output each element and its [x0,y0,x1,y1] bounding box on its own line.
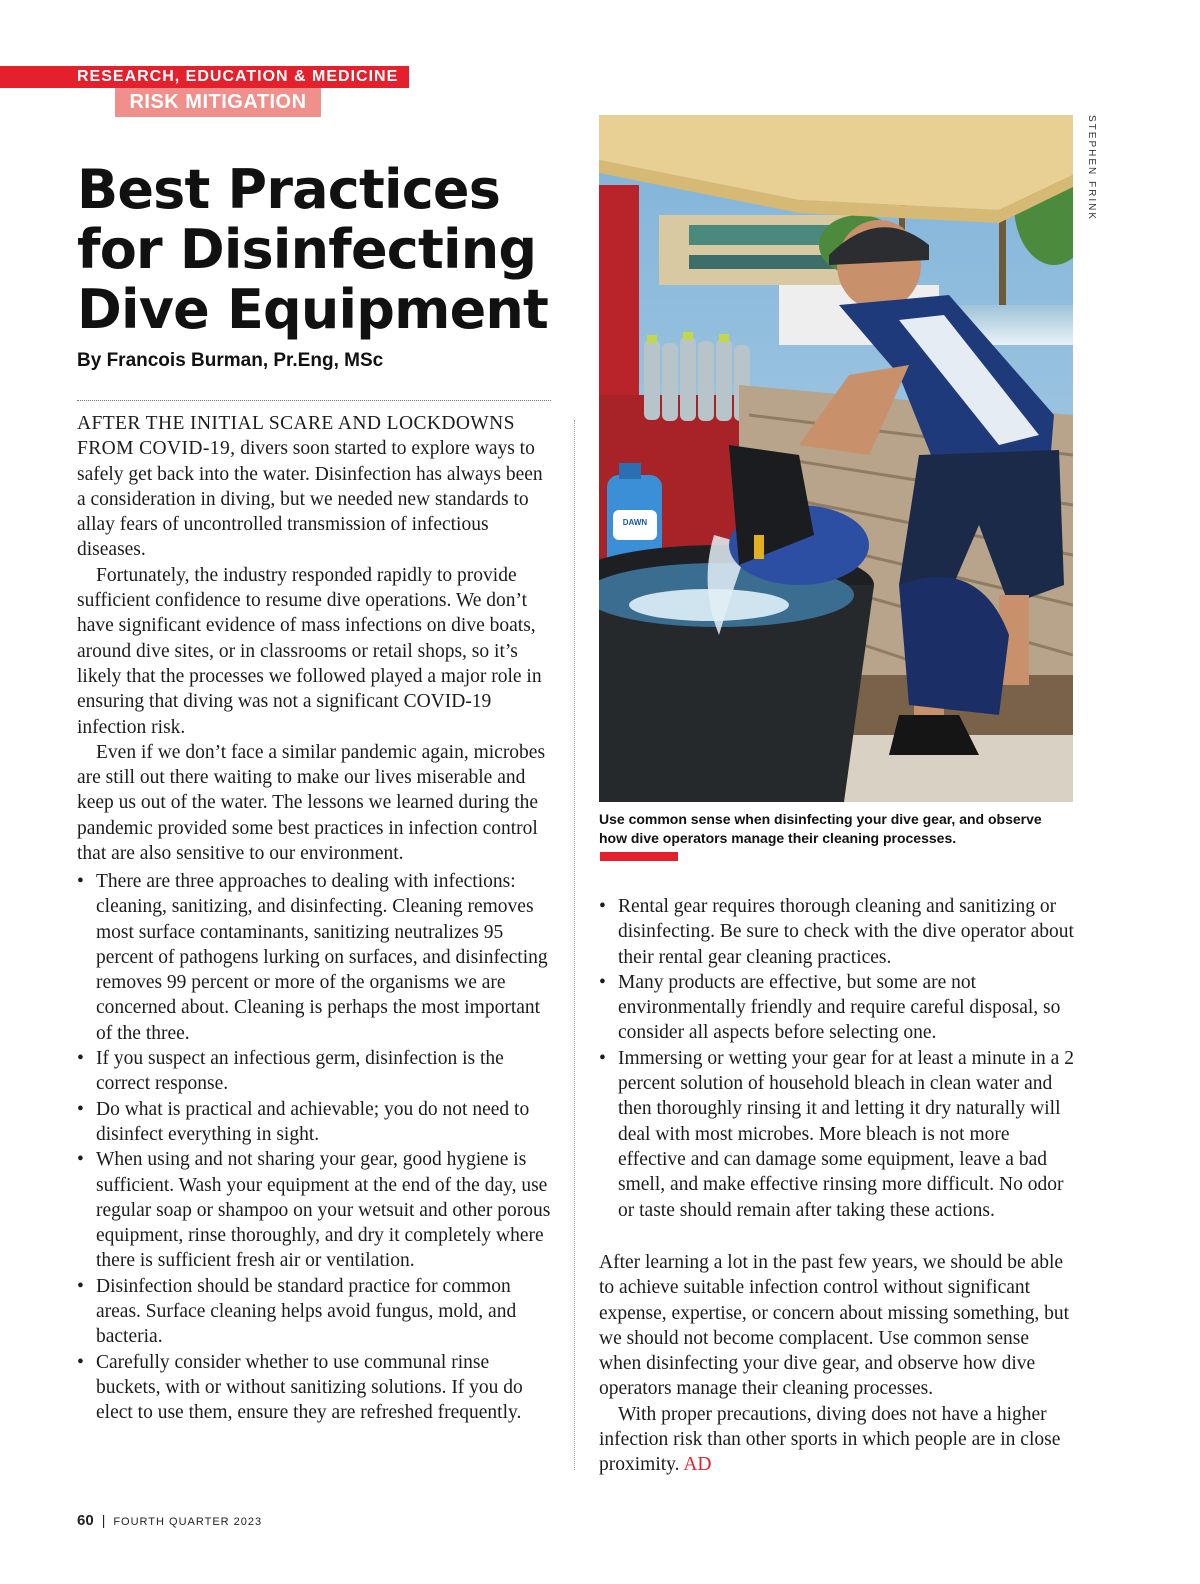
list-item: • Rental gear requires thorough cleaning and sanitizing or disinfecting. Be sure to check with the dive operator about their rental gear cleaning practices. [599,894,1075,970]
issue-label: FOURTH QUARTER 2023 [113,1516,263,1528]
intro-paragraph-rest: divers soon started to explore ways to safely get back into the water. Disinfection has always been a consideration in diving, but we needed new standards to allay fears of uncontrolled transmission of infectious diseases. [77,438,543,561]
list-item: • Do what is practical and achievable; you do not need to disinfect everything in sight. [77,1097,551,1148]
intro-text [77,411,555,866]
intro-paragraph: Fortunately, the industry responded rapidly to provide sufficient confidence to resume dive operations. We don’t have significant evidence of mass infections on dive boats, around dive sites, or in classrooms or retail shops, so it’s likely that the processes we followed played a major role in ensuring that diving was not a significant COVID-19 infection risk. [77,564,542,738]
bullet-list-left [77,869,551,1426]
subsection-label: RISK MITIGATION [115,88,321,117]
diver-cleaning-gear-illustration [599,115,1073,802]
caption-accent-rule [600,852,678,861]
section-label: RESEARCH, EDUCATION & MEDICINE [77,68,399,85]
list-item: • Many products are effective, but some are not environmentally friendly and require careful disposal, so consider all aspects before selecting one. [599,970,1075,1046]
page-number: 60 [77,1512,94,1529]
conclusion-paragraph: After learning a lot in the past few years, we should be able to achieve suitable infection control without significant expense, expertise, or concern about missing something, but we should not become complacent. Use common sense when disinfecting your dive gear, and observe how dive operators manage their cleaning processes. [599,1252,1070,1400]
title-line: Best Practices [77,158,501,221]
end-mark: AD [683,1454,712,1476]
conclusion-text [599,1250,1075,1478]
intro-paragraph [77,411,555,563]
byline: By Francois Burman, Pr.Eng, MSc [77,350,384,371]
intro-paragraph: Even if we don’t face a similar pandemic again, microbes are still out there waiting to make our lives miserable and keep us out of the water. The lessons we learned during the pandemic provided some best practices in infection control that are also sensitive to our environment. [77,741,546,865]
list-item: • Disinfection should be standard practice for common areas. Surface cleaning helps avoid fungus, mold, and bacteria. [77,1274,551,1350]
title-line: Dive Equipment [77,278,549,341]
article-title [77,160,577,340]
article-photo [599,115,1073,802]
footer-separator: | [101,1512,106,1528]
photo-caption: Use common sense when disinfecting your dive gear, and observe how dive operators manage their cleaning processes. [599,811,1042,846]
page-footer [77,1512,262,1530]
bottle-label: DAWN [622,518,648,527]
list-item: • Immersing or wetting your gear for at least a minute in a 2 percent solution of household bleach in clean water and then thoroughly rinsing it and letting it dry naturally will deal with most microbes. More bleach is not more effective and can damage some equipment, leave a bad smell, and make effective rinsing more difficult. No odor or taste should remain after taking these actions. [599,1046,1075,1223]
photo-credit: STEPHEN FRINK [1086,115,1097,222]
list-item: • If you suspect an infectious germ, disinfection is the correct response. [77,1046,551,1097]
list-item: • When using and not sharing your gear, good hygiene is sufficient. Wash your equipment at the end of the day, use regular soap or shampoo on your wetsuit and other porous equipment, rinse thoroughly, and dry it completely where there is sufficient fresh air or ventilation. [77,1147,551,1273]
conclusion-paragraph-text: With proper precautions, diving does not have a higher infection risk than other sports in which people are in close proximity. [599,1403,1061,1476]
list-item: • There are three approaches to dealing with infections: cleaning, sanitizing, and disinfecting. Cleaning removes most surface contaminants, sanitizing neutralizes 95 percent of pathogens lurking on surfaces, and disinfecting removes 99 percent or more of the organisms we are concerned about. Cleaning is perhaps the most important of the three. [77,869,551,1046]
bullet-list-right [599,894,1075,1223]
list-item: • Carefully consider whether to use communal rinse buckets, with or without sanitizing solutions. If you do elect to use them, ensure they are refreshed frequently. [77,1350,551,1426]
column-divider [574,420,575,1470]
lead-in: AFTER THE INITIAL SCARE AND LOCKDOWNS FROM COVID-19, [77,413,515,460]
dotted-divider [77,400,551,401]
conclusion-paragraph [599,1402,1075,1478]
title-line: for Disinfecting [77,218,537,281]
